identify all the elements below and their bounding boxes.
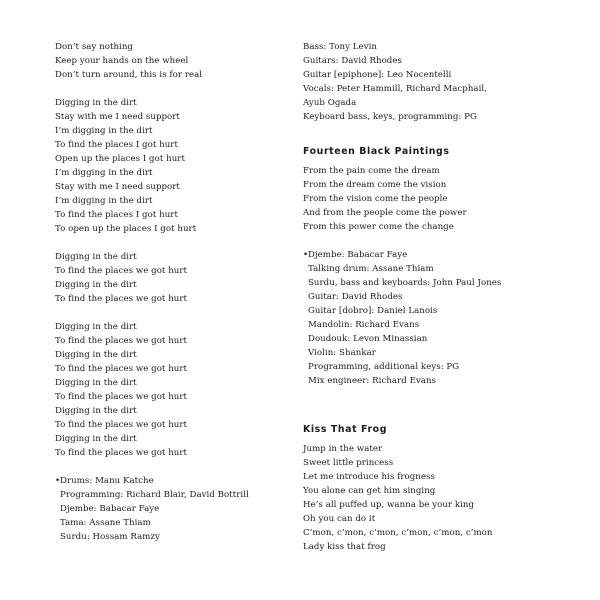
lyric-line: To find the places we got hurt [55, 336, 188, 346]
credit-line: Guitars: David Rhodes [303, 56, 402, 66]
lyric-line: From this power come the change [303, 222, 454, 232]
lyric-line: To find the places we got hurt [55, 266, 188, 276]
lyric-line: Don’t turn around, this is for real [55, 70, 203, 80]
credit-line: Doudouk: Levon Minassian [308, 334, 428, 344]
credit-line: Violin: Shankar [308, 348, 376, 358]
credit-line: Tama: Assane Thiam [60, 518, 151, 528]
credit-line: •Drums: Manu Katche [55, 476, 154, 486]
stanza-0 [55, 40, 290, 82]
bullet-icon: • [303, 250, 309, 260]
lyric-line: To find the places we got hurt [55, 420, 188, 430]
credit-line: Guitar: David Rhodes [308, 292, 403, 302]
lyric-line: Let me introduce his frogness [303, 472, 435, 482]
bullet-icon: • [55, 476, 61, 486]
lyric-line: To find the places we got hurt [55, 392, 188, 402]
lyric-line: Digging in the dirt [55, 406, 137, 416]
credit-line: •Djembe: Babacar Faye [303, 250, 408, 260]
lyric-line: He’s all puffed up, wanna be your king [303, 500, 475, 510]
lyric-line: To find the places we got hurt [55, 294, 188, 304]
lyric-line: You alone can get him singing [303, 486, 436, 496]
lyric-line: Digging in the dirt [55, 434, 137, 444]
lyric-line: I’m digging in the dirt [55, 126, 153, 136]
stanza-3 [55, 320, 290, 460]
stanza-2 [55, 250, 290, 306]
lyric-line: From the pain come the dream [303, 166, 440, 176]
credit-line: Vocals: Peter Hammill, Richard Macphail, [303, 84, 487, 94]
lyric-line: Digging in the dirt [55, 378, 137, 388]
lyric-line: Digging in the dirt [55, 252, 137, 262]
credits-top [303, 40, 583, 124]
lyric-line: From the dream come the vision [303, 180, 447, 190]
lyric-line: I’m digging in the dirt [55, 168, 153, 178]
song-title: Kiss That Frog [303, 424, 388, 435]
lyric-line: Digging in the dirt [55, 322, 137, 332]
lyric-line: And from the people come the power [303, 208, 467, 218]
credit-line: Guitar [epiphone]: Leo Nocentelli [303, 70, 452, 80]
credit-line: Keyboard bass, keys, programming: PG [303, 112, 477, 122]
lyric-line: To find the places I got hurt [55, 140, 178, 150]
lyric-line: From the vision come the people [303, 194, 448, 204]
credit-line: Bass: Tony Levin [303, 42, 377, 52]
lyric-line: Lady kiss that frog [303, 542, 386, 552]
stanza-1 [55, 96, 290, 236]
lyric-line: Jump in the water [303, 444, 383, 454]
credit-line: Guitar [dobro]: Daniel Lanois [308, 306, 438, 316]
credit-line: Mandolin: Richard Evans [308, 320, 420, 330]
credit-line: Surdu, bass and keyboards: John Paul Jones [308, 278, 502, 288]
song-title: Fourteen Black Paintings [303, 146, 450, 157]
lyric-line: To find the places we got hurt [55, 364, 188, 374]
song-fourteen-black-paintings [303, 145, 583, 388]
lyric-line: To open up the places I got hurt [55, 224, 197, 234]
lyric-line: Digging in the dirt [55, 350, 137, 360]
lyric-line: To find the places I got hurt [55, 210, 178, 220]
lyric-line: Digging in the dirt [55, 98, 137, 108]
lyric-line: Don’t say nothing [55, 42, 133, 52]
lyric-line: Stay with me I need support [55, 112, 180, 122]
credit-line: Programming: Richard Blair, David Bottrill [60, 490, 249, 500]
credits-fourteen [303, 248, 583, 388]
lyric-line: Sweet little princess [303, 458, 394, 468]
credits-digging [55, 474, 290, 544]
credit-line: Djembe: Babacar Faye [60, 504, 160, 514]
credit-line: Programming, additional keys: PG [308, 362, 460, 372]
lyric-line: I’m digging in the dirt [55, 196, 153, 206]
right-column [303, 40, 583, 554]
lyric-line: C’mon, c’mon, c’mon, c’mon, c’mon, c’mon [303, 528, 493, 538]
lyric-line: To find the places we got hurt [55, 448, 188, 458]
credit-line: Ayub Ogada [303, 98, 357, 108]
lyric-line: Keep your hands on the wheel [55, 56, 189, 66]
song-kiss-that-frog [303, 423, 583, 554]
left-column [55, 40, 290, 544]
lyric-line: Open up the places I got hurt [55, 154, 185, 164]
lyric-line: Oh you can do it [303, 514, 376, 524]
lyric-line: Stay with me I need support [55, 182, 180, 192]
credit-line: Mix engineer: Richard Evans [308, 376, 437, 386]
credit-line: Talking drum: Assane Thiam [308, 264, 434, 274]
credit-line: Surdu: Hossam Ramzy [60, 532, 160, 542]
lyric-line: Digging in the dirt [55, 280, 137, 290]
